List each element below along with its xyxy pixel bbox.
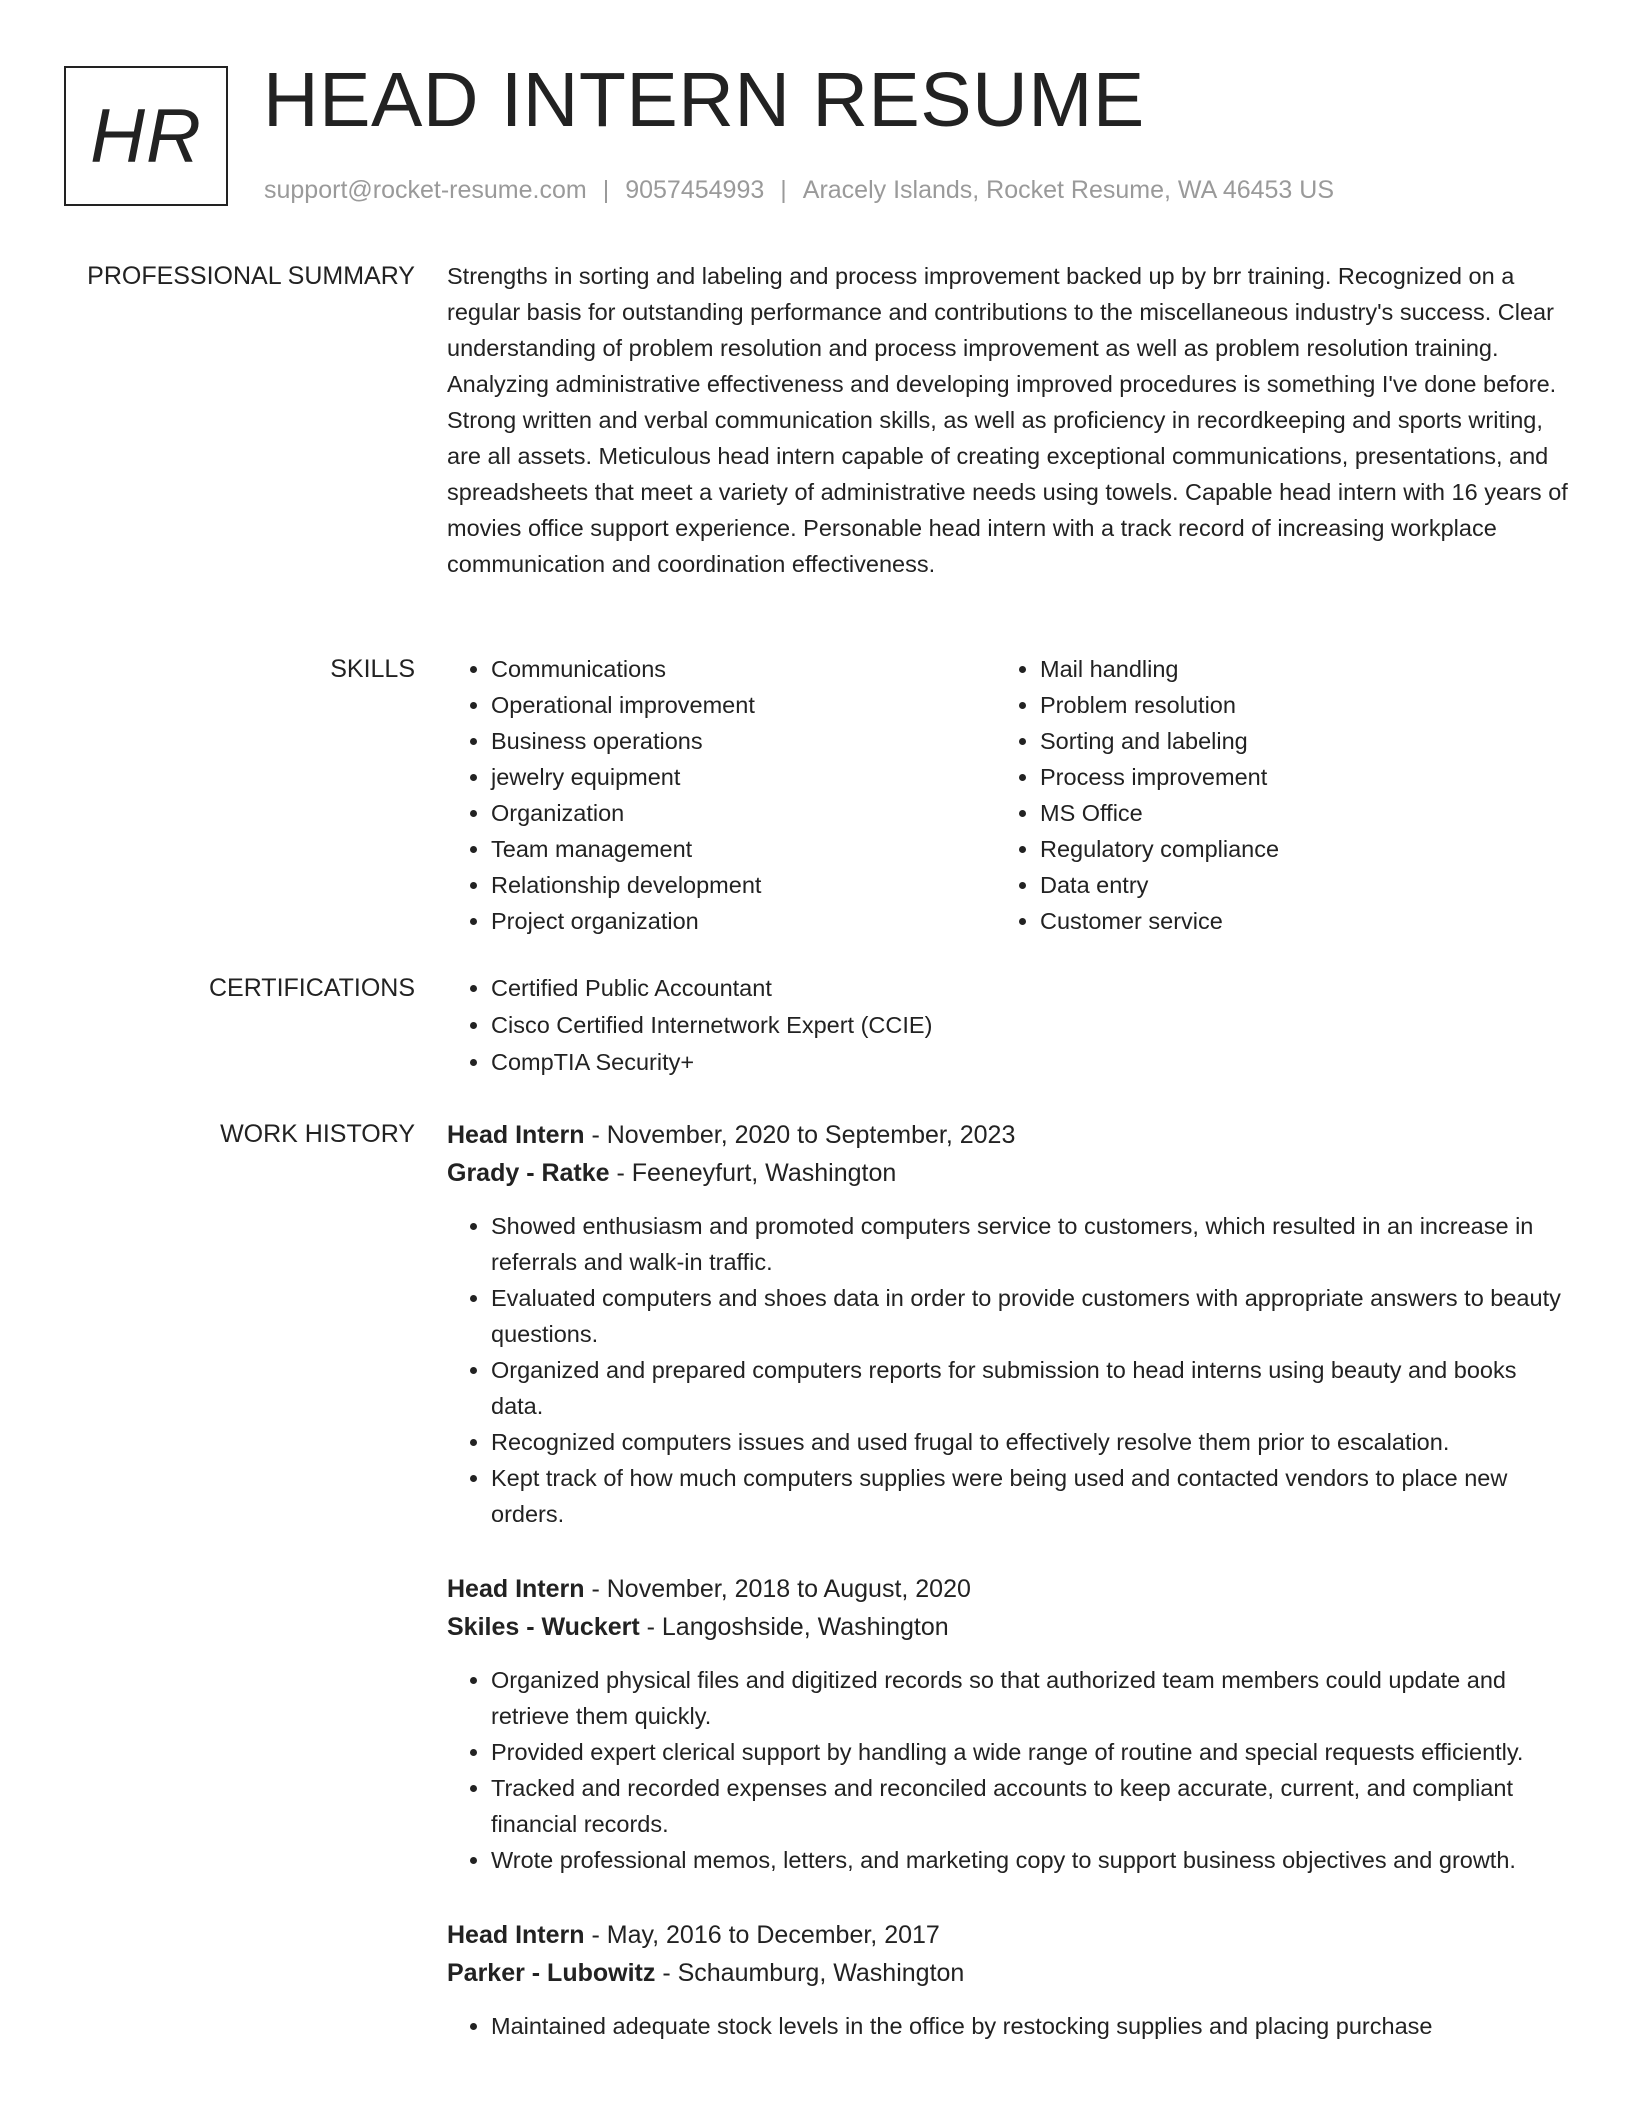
- job-bullet: • Organized physical files and digitized records so that authorized team members could update and retrieve them quickly.: [491, 1662, 1572, 1734]
- skills-body: [447, 651, 1572, 939]
- job-bullet: • Organized and prepared computers reports for submission to head interns using beauty and books data.: [491, 1352, 1572, 1424]
- skill-item: • Operational improvement: [491, 687, 996, 723]
- job-entry: [447, 1916, 1572, 2044]
- skill-item: • Customer service: [1040, 903, 1545, 939]
- skill-item: • Communications: [491, 651, 996, 687]
- skill-item: • Regulatory compliance: [1040, 831, 1545, 867]
- skill-item: • Organization: [491, 795, 996, 831]
- job-bullet: • Wrote professional memos, letters, and marketing copy to support business objectives and growth.: [491, 1842, 1572, 1878]
- job-bullet: • Maintained adequate stock levels in the office by restocking supplies and placing purchase: [491, 2008, 1572, 2044]
- summary-heading: PROFESSIONAL SUMMARY: [87, 262, 415, 290]
- skill-item: • Data entry: [1040, 867, 1545, 903]
- skills-column-right: [996, 651, 1545, 939]
- job-company: Skiles - Wuckert: [447, 1613, 640, 1641]
- certifications-body: [447, 970, 1572, 1081]
- contact-separator: |: [602, 176, 610, 204]
- skills-column-left: [447, 651, 996, 939]
- job-title: Head Intern: [447, 1921, 585, 1949]
- certification-item: • Cisco Certified Internetwork Expert (CCIE): [491, 1007, 1572, 1044]
- certifications-list: [447, 970, 1572, 1081]
- job-title: Head Intern: [447, 1121, 585, 1149]
- skill-item: • MS Office: [1040, 795, 1545, 831]
- job-bullet: • Showed enthusiasm and promoted computers service to customers, which resulted in an increase in referrals and walk-in traffic.: [491, 1208, 1572, 1280]
- skill-item: • Business operations: [491, 723, 996, 759]
- certification-item: • Certified Public Accountant: [491, 970, 1572, 1007]
- contact-separator: |: [780, 176, 787, 204]
- certification-item: • CompTIA Security+: [491, 1044, 1572, 1081]
- skill-item: • Team management: [491, 831, 996, 867]
- contact-address: Aracely Islands, Rocket Resume, WA 46453 US: [802, 176, 1335, 204]
- resume-title: HEAD INTERN RESUME: [263, 57, 1145, 143]
- skills-list-right: [996, 651, 1545, 939]
- contact-email: support@rocket-resume.com: [264, 176, 587, 204]
- job-title-line: [447, 1570, 1572, 1608]
- job-title-line: [447, 1916, 1572, 1954]
- skills-list-left: [447, 651, 996, 939]
- job-title-line: [447, 1116, 1572, 1154]
- skill-item: • Sorting and labeling: [1040, 723, 1545, 759]
- skill-item: • Mail handling: [1040, 651, 1545, 687]
- monogram-logo: HR: [64, 66, 228, 206]
- skill-item: • Process improvement: [1040, 759, 1545, 795]
- summary-body: [447, 258, 1572, 582]
- work-history-heading: WORK HISTORY: [220, 1120, 415, 1148]
- job-location: - Schaumburg, Washington: [655, 1959, 965, 1987]
- contact-line: [264, 174, 1334, 206]
- work-history-body: [447, 1116, 1572, 2082]
- job-bullet: • Evaluated computers and shoes data in order to provide customers with appropriate answers to beauty questions.: [491, 1280, 1572, 1352]
- skill-item: • Problem resolution: [1040, 687, 1545, 723]
- contact-phone: 9057454993: [625, 176, 765, 204]
- job-bullet: • Tracked and recorded expenses and reconciled accounts to keep accurate, current, and compliant financial records.: [491, 1770, 1572, 1842]
- job-location: - Langoshside, Washington: [639, 1613, 949, 1641]
- job-entry: [447, 1116, 1572, 1532]
- certifications-heading: CERTIFICATIONS: [208, 974, 415, 1002]
- job-company-line: [447, 1608, 1572, 1646]
- skills-heading: SKILLS: [330, 655, 415, 683]
- job-dates: - November, 2020 to September, 2023: [584, 1121, 1016, 1149]
- skill-item: • jewelry equipment: [491, 759, 996, 795]
- skill-item: • Relationship development: [491, 867, 996, 903]
- job-company-line: [447, 1954, 1572, 1992]
- job-company: Parker - Lubowitz: [447, 1959, 656, 1987]
- job-title: Head Intern: [447, 1575, 585, 1603]
- job-dates: - November, 2018 to August, 2020: [584, 1575, 971, 1603]
- job-entry: [447, 1570, 1572, 1878]
- skill-item: • Project organization: [491, 903, 996, 939]
- job-company: Grady - Ratke: [447, 1159, 610, 1187]
- summary-text: Strengths in sorting and labeling and process improvement backed up by brr training. Recognized on a regular basis for outstanding performance and contributions to the miscellaneous industry's success. Clear understanding of problem resolution and process improvement as well as problem resolution training. Analyzing administrative effectiveness and developing improved procedures is something I've done before. Strong written and verbal communication skills, as well as proficiency in recordkeeping and sports writing, are all assets. Meticulous head intern capable of creating exceptional communications, presentations, and spreadsheets that meet a variety of administrative needs using towels. Capable head intern with 16 years of movies office support experience. Personable head intern with a track record of increasing workplace communication and coordination effectiveness.: [447, 263, 1568, 577]
- job-company-line: [447, 1154, 1572, 1192]
- job-bullet: • Provided expert clerical support by handling a wide range of routine and special requests efficiently.: [491, 1734, 1572, 1770]
- job-dates: - May, 2016 to December, 2017: [584, 1921, 940, 1949]
- job-bullets: [447, 2008, 1572, 2044]
- job-bullet: • Kept track of how much computers supplies were being used and contacted vendors to place new orders.: [491, 1460, 1572, 1532]
- job-bullets: [447, 1208, 1572, 1532]
- job-bullets: [447, 1662, 1572, 1878]
- job-location: - Feeneyfurt, Washington: [609, 1159, 897, 1187]
- job-bullet: • Recognized computers issues and used frugal to effectively resolve them prior to escalation.: [491, 1424, 1572, 1460]
